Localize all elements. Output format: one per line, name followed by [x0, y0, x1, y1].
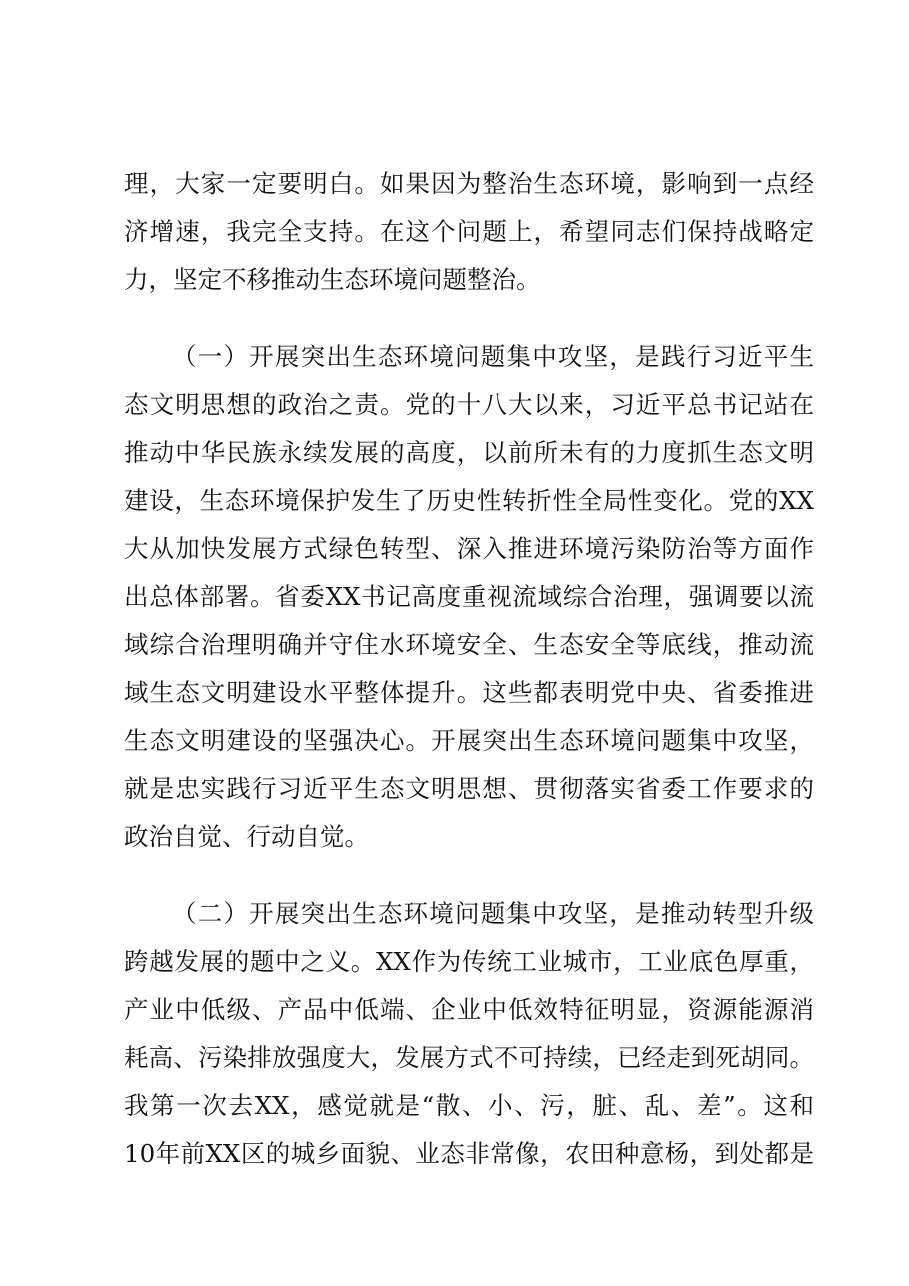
section-two-heading-line: （二）开展突出生态环境问题集中攻坚，是推动转型升级: [172, 899, 814, 928]
paragraph-line: 域综合治理明确并守住水环境安全、生态安全等底线，推动流: [124, 630, 814, 659]
paragraph-line: 耗高、污染排放强度大，发展方式不可持续，已经走到死胡同。: [124, 1043, 814, 1072]
paragraph-line: 政治自觉、行动自觉。: [124, 822, 369, 851]
paragraph-line: 我第一次去XX，感觉就是“散、小、污，脏、乱、差”。这和: [124, 1091, 814, 1120]
paragraph-line: 理，大家一定要明白。如果因为整治生态环境，影响到一点经: [124, 169, 814, 198]
paragraph-line: 推动中华民族永续发展的高度，以前所未有的力度抓生态文明: [124, 438, 814, 467]
paragraph-line: 力，坚定不移推动生态环境问题整治。: [124, 265, 541, 294]
paragraph-line: 建设，生态环境保护发生了历史性转折性全局性变化。党的XX: [124, 486, 814, 515]
paragraph-line: 10年前XX区的城乡面貌、业态非常像，农田种意杨，到处都是: [124, 1139, 814, 1168]
paragraph-line: 产业中低级、产品中低端、企业中低效特征明显，资源能源消: [124, 995, 814, 1024]
section-one-heading-line: （一）开展突出生态环境问题集中攻坚，是践行习近平生: [172, 342, 814, 371]
paragraph-line: 就是忠实践行习近平生态文明思想、贯彻落实省委工作要求的: [124, 774, 814, 803]
paragraph-line: 大从加快发展方式绿色转型、深入推进环境污染防治等方面作: [124, 534, 814, 563]
paragraph-line: 域生态文明建设水平整体提升。这些都表明党中央、省委推进: [124, 678, 814, 707]
paragraph-line: 态文明思想的政治之责。党的十八大以来，习近平总书记站在: [124, 390, 814, 419]
paragraph-line: 跨越发展的题中之义。XX作为传统工业城市，工业底色厚重，: [124, 947, 814, 976]
paragraph-line: 出总体部署。省委XX书记高度重视流域综合治理，强调要以流: [124, 582, 814, 611]
paragraph-line: 生态文明建设的坚强决心。开展突出生态环境问题集中攻坚，: [124, 726, 814, 755]
paragraph-line: 济增速，我完全支持。在这个问题上，希望同志们保持战略定: [124, 217, 814, 246]
